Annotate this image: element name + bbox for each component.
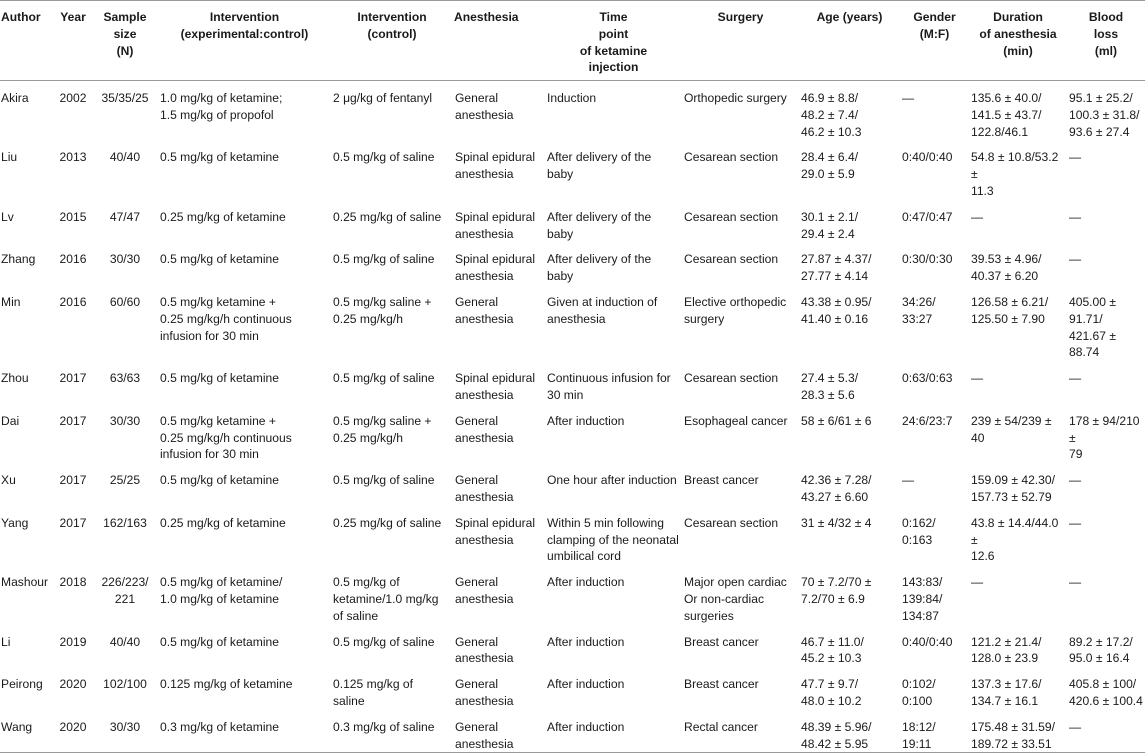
cell-intervention-experimental: 0.5 mg/kg of ketamine <box>160 473 279 488</box>
cell-intervention-control: 0.5 mg/kg of saline <box>333 252 435 267</box>
cell-blood-loss: — <box>1069 150 1082 165</box>
cell-duration: 137.3 ± 17.6/ 134.7 ± 16.1 <box>971 677 1042 708</box>
cell-anesthesia: Spinal epidural anesthesia <box>455 371 536 402</box>
cell-anesthesia: General anesthesia <box>455 677 514 708</box>
cell-sample-size: 63/63 <box>109 371 141 386</box>
table-row <box>0 140 1145 199</box>
cell-anesthesia: General anesthesia <box>455 719 514 751</box>
cell-blood-loss: — <box>1069 515 1082 530</box>
cell-year: 2019 <box>59 634 87 649</box>
cell-age: 48.39 ± 5.96/ 48.42 ± 5.95 <box>801 719 872 751</box>
table-row <box>0 565 1145 624</box>
cell-age: 28.4 ± 6.4/ 29.0 ± 5.9 <box>801 150 859 182</box>
cell-gender: 0:30/0:30 <box>902 252 953 267</box>
cell-time-point: Given at induction of anesthesia <box>547 294 658 326</box>
cell-blood-loss: — <box>1069 209 1082 224</box>
cell-author: Zhou <box>1 371 29 386</box>
cell-time-point: Induction <box>547 91 597 105</box>
header-author: Author <box>1 10 41 24</box>
header-duration: Duration of anesthesia (min) <box>979 10 1057 58</box>
cell-age: 27.87 ± 4.37/ 27.77 ± 4.14 <box>801 252 872 284</box>
cell-year: 2017 <box>59 473 87 488</box>
cell-duration: 54.8 ± 10.8/53.2 ± 11.3 <box>971 150 1059 198</box>
cell-gender: — <box>902 91 915 105</box>
cell-age: 31 ± 4/32 ± 4 <box>801 515 872 530</box>
cell-age: 27.4 ± 5.3/ 28.3 ± 5.6 <box>801 371 859 402</box>
cell-surgery: Breast cancer <box>684 677 759 692</box>
cell-intervention-control: 0.5 mg/kg saline + 0.25 mg/kg/h <box>333 413 432 445</box>
cell-intervention-experimental: 0.125 mg/kg of ketamine <box>160 677 293 692</box>
cell-intervention-experimental: 0.5 mg/kg of ketamine <box>160 634 279 649</box>
table-row <box>0 361 1145 404</box>
cell-intervention-control: 0.5 mg/kg of saline <box>333 473 435 488</box>
cell-author: Mashour <box>1 575 49 590</box>
cell-intervention-experimental: 0.5 mg/kg of ketamine <box>160 371 279 386</box>
cell-duration: 121.2 ± 21.4/ 128.0 ± 23.9 <box>971 634 1042 666</box>
cell-intervention-experimental: 0.25 mg/kg of ketamine <box>160 515 286 530</box>
cell-duration: 43.8 ± 14.4/44.0 ± 12.6 <box>971 515 1059 564</box>
cell-author: Lv <box>1 209 14 224</box>
cell-intervention-experimental: 1.0 mg/kg of ketamine; 1.5 mg/kg of propofol <box>160 91 283 122</box>
cell-surgery: Cesarean section <box>684 150 779 165</box>
cell-time-point: After induction <box>547 634 625 649</box>
cell-year: 2020 <box>59 677 87 692</box>
cell-year: 2017 <box>59 515 87 530</box>
cell-blood-loss: 89.2 ± 17.2/ 95.0 ± 16.4 <box>1069 634 1133 666</box>
cell-intervention-experimental: 0.5 mg/kg of ketamine/ 1.0 mg/kg of ketamine <box>160 575 283 606</box>
cell-surgery: Breast cancer <box>684 634 759 649</box>
cell-gender: 143:83/ 139:84/ 134:87 <box>902 575 943 623</box>
cell-sample-size: 102/100 <box>103 677 147 692</box>
cell-time-point: After induction <box>547 413 625 428</box>
cell-sample-size: 226/223/ 221 <box>101 575 149 606</box>
cell-anesthesia: General anesthesia <box>455 575 514 606</box>
cell-surgery: Major open cardiac Or non-cardiac surgeries <box>684 575 787 623</box>
cell-anesthesia: Spinal epidural anesthesia <box>455 150 536 182</box>
cell-intervention-experimental: 0.5 mg/kg ketamine + 0.25 mg/kg/h continuous infusion for 30 min <box>160 413 292 462</box>
cell-year: 2015 <box>59 209 87 224</box>
cell-year: 2020 <box>59 719 87 734</box>
table-row <box>0 506 1145 565</box>
cell-year: 2017 <box>59 413 87 428</box>
cell-author: Min <box>1 294 21 309</box>
cell-age: 43.38 ± 0.95/ 41.40 ± 0.16 <box>801 294 872 326</box>
cell-intervention-experimental: 0.5 mg/kg of ketamine <box>160 150 279 165</box>
cell-surgery: Breast cancer <box>684 473 759 488</box>
cell-intervention-experimental: 0.25 mg/kg of ketamine <box>160 209 286 224</box>
table-row <box>0 200 1145 243</box>
cell-blood-loss: 95.1 ± 25.2/ 100.3 ± 31.8/ 93.6 ± 27.4 <box>1069 91 1140 139</box>
cell-surgery: Elective orthopedic surgery <box>684 294 787 326</box>
table-row <box>0 242 1145 285</box>
cell-year: 2016 <box>59 252 87 267</box>
cell-duration: — <box>971 209 984 224</box>
cell-gender: 0:162/ 0:163 <box>902 515 936 547</box>
cell-surgery: Cesarean section <box>684 515 779 530</box>
cell-year: 2013 <box>59 150 87 165</box>
cell-anesthesia: General anesthesia <box>455 413 514 445</box>
header-sample-size: Sample size (N) <box>103 10 147 58</box>
cell-blood-loss: — <box>1069 719 1082 734</box>
cell-intervention-control: 0.125 mg/kg of saline <box>333 677 414 708</box>
header-row <box>0 1 1145 81</box>
cell-sample-size: 60/60 <box>109 294 141 309</box>
header-gender: Gender (M:F) <box>913 10 956 41</box>
cell-time-point: After induction <box>547 719 625 734</box>
header-surgery: Surgery <box>717 10 764 24</box>
header-year: Year <box>60 10 86 24</box>
cell-surgery: Cesarean section <box>684 252 779 267</box>
header-intervention-control: Intervention (control) <box>357 10 427 41</box>
cell-blood-loss: 405.00 ± 91.71/ 421.67 ± 88.74 <box>1069 294 1116 360</box>
header-time-point: Time point of ketamine injection <box>579 10 648 75</box>
table-row <box>0 404 1145 463</box>
cell-surgery: Cesarean section <box>684 209 779 224</box>
cell-time-point: After induction <box>547 677 625 692</box>
table-body <box>0 81 1145 753</box>
cell-intervention-experimental: 0.5 mg/kg of ketamine <box>160 252 279 267</box>
cell-time-point: After delivery of the baby <box>547 150 652 182</box>
cell-time-point: After delivery of the baby <box>547 209 652 241</box>
cell-anesthesia: Spinal epidural anesthesia <box>455 252 536 284</box>
cell-author: Dai <box>1 413 20 428</box>
cell-author: Xu <box>1 473 16 488</box>
cell-year: 2017 <box>59 371 87 386</box>
cell-time-point: Within 5 min following clamping of the neonatal umbilical cord <box>547 515 679 564</box>
cell-anesthesia: General anesthesia <box>455 634 514 666</box>
cell-duration: 175.48 ± 31.59/ 189.72 ± 33.51 <box>971 719 1055 751</box>
cell-author: Yang <box>1 515 29 530</box>
cell-author: Zhang <box>1 252 36 267</box>
cell-intervention-control: 0.5 mg/kg of saline <box>333 150 435 165</box>
cell-age: 58 ± 6/61 ± 6 <box>801 413 872 428</box>
cell-gender: 34:26/ 33:27 <box>902 294 936 326</box>
cell-time-point: After induction <box>547 575 625 590</box>
cell-blood-loss: 178 ± 94/210 ± 79 <box>1069 413 1140 462</box>
table-row <box>0 710 1145 753</box>
cell-year: 2002 <box>59 91 87 105</box>
cell-gender: 24:6/23:7 <box>902 413 953 428</box>
cell-author: Peirong <box>1 677 43 692</box>
cell-year: 2018 <box>59 575 87 590</box>
cell-sample-size: 25/25 <box>109 473 141 488</box>
table-header <box>0 1 1145 81</box>
cell-surgery: Rectal cancer <box>684 719 758 734</box>
cell-intervention-experimental: 0.5 mg/kg ketamine + 0.25 mg/kg/h continuous infusion for 30 min <box>160 294 292 343</box>
cell-sample-size: 30/30 <box>109 252 141 267</box>
cell-blood-loss: 405.8 ± 100/ 420.6 ± 100.4 <box>1069 677 1143 708</box>
cell-sample-size: 40/40 <box>109 634 141 649</box>
table-row <box>0 625 1145 668</box>
cell-sample-size: 162/163 <box>103 515 147 530</box>
cell-anesthesia: General anesthesia <box>455 473 514 504</box>
cell-sample-size: 40/40 <box>109 150 141 165</box>
cell-blood-loss: — <box>1069 371 1082 386</box>
cell-time-point: Continuous infusion for 30 min <box>547 371 671 402</box>
table-row <box>0 667 1145 710</box>
cell-blood-loss: — <box>1069 473 1082 488</box>
cell-gender: 0:102/ 0:100 <box>902 677 936 708</box>
cell-duration: — <box>971 575 984 590</box>
cell-intervention-control: 0.3 mg/kg of saline <box>333 719 435 734</box>
cell-gender: 0:47/0:47 <box>902 209 953 224</box>
cell-author: Akira <box>1 91 29 105</box>
cell-age: 46.9 ± 8.8/ 48.2 ± 7.4/ 46.2 ± 10.3 <box>801 91 862 139</box>
cell-anesthesia: Spinal epidural anesthesia <box>455 209 536 241</box>
cell-blood-loss: — <box>1069 252 1082 267</box>
cell-anesthesia: General anesthesia <box>455 91 514 122</box>
header-anesthesia: Anesthesia <box>454 10 519 24</box>
cell-sample-size: 30/30 <box>109 719 141 734</box>
cell-gender: 0:40/0:40 <box>902 150 953 165</box>
cell-age: 30.1 ± 2.1/ 29.4 ± 2.4 <box>801 209 859 241</box>
cell-gender: 0:40/0:40 <box>902 634 953 649</box>
cell-duration: 126.58 ± 6.21/ 125.50 ± 7.90 <box>971 294 1049 326</box>
cell-intervention-experimental: 0.3 mg/kg of ketamine <box>160 719 279 734</box>
cell-intervention-control: 0.25 mg/kg of saline <box>333 209 442 224</box>
cell-author: Liu <box>1 150 18 165</box>
cell-anesthesia: General anesthesia <box>455 294 514 326</box>
cell-age: 42.36 ± 7.28/ 43.27 ± 6.60 <box>801 473 872 504</box>
cell-author: Li <box>1 634 11 649</box>
cell-time-point: After delivery of the baby <box>547 252 652 284</box>
cell-author: Wang <box>1 719 33 734</box>
cell-surgery: Orthopedic surgery <box>684 91 787 105</box>
cell-age: 70 ± 7.2/70 ± 7.2/70 ± 6.9 <box>801 575 872 606</box>
cell-duration: — <box>971 371 984 386</box>
cell-duration: 239 ± 54/239 ± 40 <box>971 413 1052 445</box>
cell-intervention-control: 0.5 mg/kg saline + 0.25 mg/kg/h <box>333 294 432 326</box>
cell-gender: — <box>902 473 915 488</box>
cell-surgery: Esophageal cancer <box>684 413 788 428</box>
cell-blood-loss: — <box>1069 575 1082 590</box>
cell-sample-size: 30/30 <box>109 413 141 428</box>
cell-duration: 135.6 ± 40.0/ 141.5 ± 43.7/ 122.8/46.1 <box>971 91 1042 139</box>
table-row <box>0 285 1145 361</box>
cell-year: 2016 <box>59 294 87 309</box>
cell-age: 47.7 ± 9.7/ 48.0 ± 10.2 <box>801 677 862 708</box>
cell-intervention-control: 2 μg/kg of fentanyl <box>333 91 433 105</box>
header-age: Age (years) <box>816 10 883 24</box>
cell-duration: 159.09 ± 42.30/ 157.73 ± 52.79 <box>971 473 1055 504</box>
cell-gender: 18:12/ 19:11 <box>902 719 936 751</box>
cell-anesthesia: Spinal epidural anesthesia <box>455 515 536 547</box>
cell-intervention-control: 0.25 mg/kg of saline <box>333 515 442 530</box>
cell-age: 46.7 ± 11.0/ 45.2 ± 10.3 <box>801 634 864 666</box>
header-blood-loss: Blood loss (ml) <box>1088 10 1124 58</box>
cell-time-point: One hour after induction <box>547 473 677 488</box>
cell-surgery: Cesarean section <box>684 371 779 386</box>
cell-gender: 0:63/0:63 <box>902 371 953 386</box>
cell-intervention-control: 0.5 mg/kg of ketamine/1.0 mg/kg of saline <box>333 575 439 623</box>
cell-sample-size: 47/47 <box>109 209 141 224</box>
cell-sample-size: 35/35/25 <box>101 91 149 105</box>
table-row <box>0 463 1145 506</box>
cell-intervention-control: 0.5 mg/kg of saline <box>333 371 435 386</box>
table-row <box>0 81 1145 141</box>
cell-duration: 39.53 ± 4.96/ 40.37 ± 6.20 <box>971 252 1042 284</box>
cell-intervention-control: 0.5 mg/kg of saline <box>333 634 435 649</box>
header-intervention-experimental: Intervention (experimental:control) <box>180 10 309 41</box>
